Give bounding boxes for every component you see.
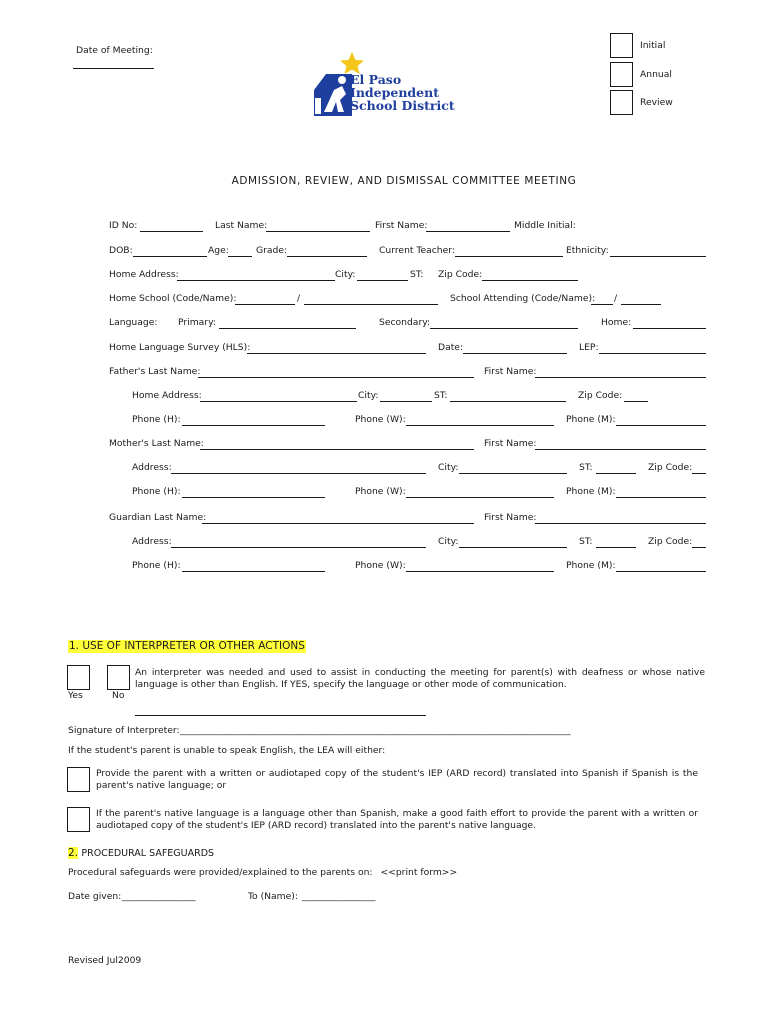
revised-date: Revised Jul2009 — [68, 955, 142, 966]
primary-field[interactable] — [219, 328, 356, 329]
mother-address-field[interactable] — [171, 473, 426, 474]
row-home-school — [0, 293, 768, 307]
date-of-meeting-label: Date of Meeting: — [76, 45, 153, 56]
guardian-zip-field[interactable] — [692, 547, 706, 548]
guardian-phone-m-label: Phone (M): — [566, 560, 616, 571]
father-home-address-field[interactable] — [200, 401, 357, 402]
father-phone-h-label: Phone (H): — [132, 414, 181, 425]
father-st-label: ST: — [434, 390, 448, 401]
mother-st-label: ST: — [579, 462, 593, 473]
father-zip-label: Zip Code: — [578, 390, 623, 401]
safeguards-provided-label: Procedural safeguards were provided/explained to the parents on: — [68, 867, 373, 878]
interpreter-language-field[interactable] — [135, 715, 426, 716]
option-other-language-text: If the parent's native language is a language other than Spanish, make a good faith effort to provide the parent with a written or audiotaped copy of the student's IEP (ARD record) translated into the parent's native language. — [96, 808, 698, 831]
guardian-first-name-label: First Name: — [484, 512, 537, 523]
initial-checkbox[interactable] — [610, 33, 633, 58]
date-given-field[interactable]: ________________ — [122, 891, 196, 902]
city-field[interactable] — [357, 280, 408, 281]
dob-label: DOB: — [109, 245, 133, 256]
dob-field[interactable] — [133, 256, 207, 257]
logo-line-1: El Paso — [350, 72, 402, 87]
hls-field[interactable] — [247, 353, 426, 354]
signature-label: Signature of Interpreter: — [68, 725, 180, 736]
guardian-st-label: ST: — [579, 536, 593, 547]
annual-label: Annual — [640, 69, 672, 80]
row-dob — [0, 245, 768, 259]
guardian-last-name-label: Guardian Last Name: — [109, 512, 207, 523]
ethnicity-label: Ethnicity: — [566, 245, 609, 256]
father-st-field[interactable] — [450, 401, 566, 402]
last-name-field[interactable] — [266, 231, 370, 232]
row-mother-address — [0, 462, 768, 476]
home-school-code-field[interactable] — [235, 304, 295, 305]
grade-field[interactable] — [287, 256, 367, 257]
row-father-name — [0, 366, 768, 380]
mother-city-label: City: — [438, 462, 459, 473]
father-last-name-label: Father's Last Name: — [109, 366, 201, 377]
guardian-last-name-field[interactable] — [202, 523, 474, 524]
row-hls — [0, 342, 768, 356]
to-name-label: To (Name): — [248, 891, 298, 902]
guardian-phone-m-field[interactable] — [616, 571, 706, 572]
home-school-label: Home School (Code/Name): — [109, 293, 237, 304]
print-form-field[interactable]: <<print form>> — [380, 867, 458, 878]
home-address-label: Home Address: — [109, 269, 179, 280]
father-phone-w-label: Phone (W): — [355, 414, 406, 425]
age-label: Age: — [208, 245, 229, 256]
st-label: ST: — [410, 269, 424, 280]
row-father-address — [0, 390, 768, 404]
first-name-field[interactable] — [426, 231, 510, 232]
lep-field[interactable] — [599, 353, 706, 354]
mother-last-name-field[interactable] — [200, 449, 474, 450]
mother-phone-m-field[interactable] — [616, 497, 706, 498]
review-checkbox[interactable] — [610, 90, 633, 115]
zip-code-field[interactable] — [482, 280, 578, 281]
guardian-phone-w-field[interactable] — [406, 571, 554, 572]
father-phone-h-field[interactable] — [182, 425, 325, 426]
interpreter-yes-checkbox[interactable] — [67, 665, 90, 690]
middle-initial-label: Middle Initial: — [514, 220, 576, 231]
row-father-phones — [0, 414, 768, 428]
mother-phone-h-field[interactable] — [182, 497, 325, 498]
mother-zip-field[interactable] — [692, 473, 706, 474]
father-phone-m-field[interactable] — [616, 425, 706, 426]
row-language — [0, 317, 768, 331]
section-2-number: 2. — [68, 847, 79, 859]
guardian-city-field[interactable] — [459, 547, 567, 548]
logo-line-3: School District — [350, 98, 455, 113]
zip-code-label: Zip Code: — [438, 269, 483, 280]
interpreter-text: An interpreter was needed and used to assist in conducting the meeting for parent(s) with deafness or whose native language is other than English. If YES, specify the language or other mode of communication. — [135, 667, 705, 690]
option-spanish-checkbox[interactable] — [67, 767, 90, 792]
guardian-phone-w-label: Phone (W): — [355, 560, 406, 571]
age-field[interactable] — [228, 256, 252, 257]
to-name-field[interactable]: ________________ — [302, 891, 376, 902]
logo-line-2: Independent — [350, 85, 439, 100]
initial-label: Initial — [640, 40, 666, 51]
mother-first-name-field[interactable] — [535, 449, 706, 450]
safeguards-provided-text — [68, 867, 457, 879]
date-of-meeting-line[interactable] — [73, 68, 154, 69]
father-phone-m-label: Phone (M): — [566, 414, 616, 425]
mother-st-field[interactable] — [596, 473, 636, 474]
hls-label: Home Language Survey (HLS): — [109, 342, 251, 353]
row-guardian-name — [0, 512, 768, 526]
mother-last-name-label: Mother's Last Name: — [109, 438, 204, 449]
section-2-heading — [68, 847, 214, 860]
first-name-label: First Name: — [375, 220, 428, 231]
school-attending-slash: / — [614, 293, 618, 304]
id-no-label: ID No: — [109, 220, 138, 231]
row-guardian-address — [0, 536, 768, 550]
mother-first-name-label: First Name: — [484, 438, 537, 449]
guardian-address-label: Address: — [132, 536, 172, 547]
father-first-name-label: First Name: — [484, 366, 537, 377]
signature-field[interactable]: _____________________________________________________________________________________ — [180, 725, 571, 736]
mother-zip-label: Zip Code: — [648, 462, 693, 473]
father-city-field[interactable] — [380, 401, 432, 402]
mother-city-field[interactable] — [459, 473, 567, 474]
mother-phone-w-field[interactable] — [406, 497, 554, 498]
row-home-address — [0, 269, 768, 283]
no-label: No — [112, 690, 125, 701]
home-school-slash: / — [297, 293, 301, 304]
primary-label: Primary: — [178, 317, 216, 328]
section-1-heading: 1. USE OF INTERPRETER OR OTHER ACTIONS — [69, 640, 305, 652]
row-mother-name — [0, 438, 768, 452]
home-language-label: Home: — [601, 317, 632, 328]
guardian-phone-h-label: Phone (H): — [132, 560, 181, 571]
section-2-title: PROCEDURAL SAFEGUARDS — [81, 848, 215, 859]
father-phone-w-field[interactable] — [406, 425, 554, 426]
ethnicity-field[interactable] — [610, 256, 706, 257]
school-attending-name-field[interactable] — [621, 304, 661, 305]
home-school-name-field[interactable] — [304, 304, 438, 305]
form-title: ADMISSION, REVIEW, AND DISMISSAL COMMITTEE MEETING — [231, 175, 577, 187]
grade-label: Grade: — [256, 245, 288, 256]
hls-date-field[interactable] — [463, 353, 567, 354]
current-teacher-label: Current Teacher: — [379, 245, 455, 256]
last-name-label: Last Name: — [215, 220, 268, 231]
guardian-first-name-field[interactable] — [535, 523, 706, 524]
row-guardian-phones — [0, 560, 768, 574]
logo-wordmark — [350, 73, 455, 112]
school-attending-code-field[interactable] — [591, 304, 613, 305]
hls-date-label: Date: — [438, 342, 464, 353]
annual-checkbox[interactable] — [610, 62, 633, 87]
father-zip-field[interactable] — [624, 401, 648, 402]
row-id-name — [0, 220, 768, 234]
id-no-field[interactable] — [140, 231, 203, 232]
date-given-label: Date given: — [68, 891, 122, 902]
lea-text: If the student's parent is unable to speak English, the LEA will either: — [68, 745, 386, 756]
secondary-field[interactable] — [430, 328, 578, 329]
secondary-label: Secondary: — [379, 317, 431, 328]
option-spanish-text: Provide the parent with a written or audiotaped copy of the student's IEP (ARD record) translated into Spanish if Spanish is the parent's native language; or — [96, 768, 698, 791]
father-city-label: City: — [358, 390, 379, 401]
home-address-field[interactable] — [177, 280, 335, 281]
interpreter-no-checkbox[interactable] — [107, 665, 130, 690]
current-teacher-field[interactable] — [455, 256, 563, 257]
father-home-address-label: Home Address: — [132, 390, 202, 401]
review-label: Review — [640, 97, 673, 108]
school-attending-label: School Attending (Code/Name): — [450, 293, 596, 304]
guardian-address-field[interactable] — [171, 547, 426, 548]
city-label: City: — [335, 269, 356, 280]
father-last-name-field[interactable] — [198, 377, 474, 378]
mother-address-label: Address: — [132, 462, 172, 473]
guardian-phone-h-field[interactable] — [182, 571, 325, 572]
option-other-language-checkbox[interactable] — [67, 807, 90, 832]
guardian-st-field[interactable] — [596, 547, 636, 548]
home-language-field[interactable] — [633, 328, 706, 329]
mother-phone-h-label: Phone (H): — [132, 486, 181, 497]
father-first-name-field[interactable] — [535, 377, 706, 378]
guardian-zip-label: Zip Code: — [648, 536, 693, 547]
mother-phone-w-label: Phone (W): — [355, 486, 406, 497]
language-label: Language: — [109, 317, 158, 328]
guardian-city-label: City: — [438, 536, 459, 547]
mother-phone-m-label: Phone (M): — [566, 486, 616, 497]
row-mother-phones — [0, 486, 768, 500]
yes-label: Yes — [68, 690, 83, 701]
lep-label: LEP: — [579, 342, 599, 353]
